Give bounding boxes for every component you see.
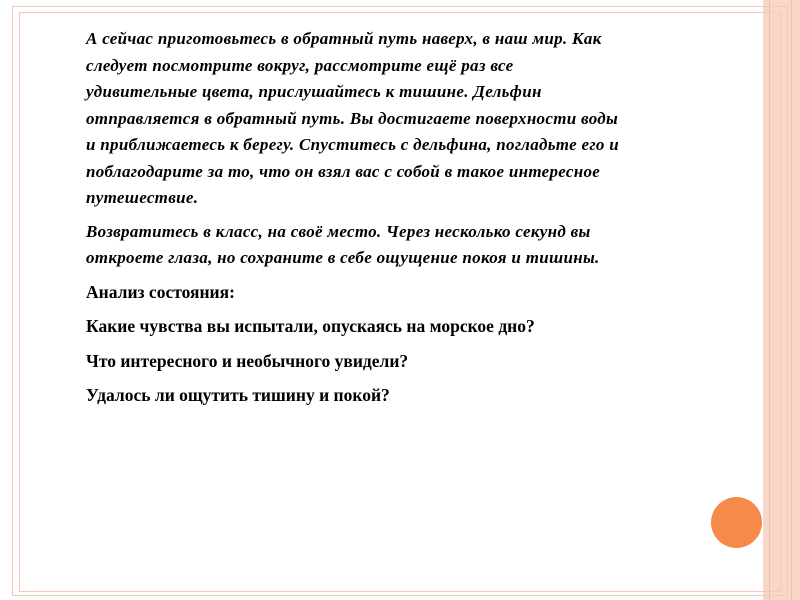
question-silence bbox=[86, 382, 770, 409]
decorative-line bbox=[791, 0, 792, 600]
heading-state-analysis bbox=[86, 279, 770, 306]
paragraph-return-to-class bbox=[86, 219, 770, 272]
text-line: поблагодарите за то, что он взял вас с собой в такое интересное bbox=[86, 161, 601, 181]
text-line: Что интересного и необычного увидели? bbox=[86, 350, 409, 371]
decorative-circle bbox=[711, 497, 762, 548]
text-line: откроете глаза, но сохраните в себе ощущение покоя и тишины. bbox=[86, 248, 600, 267]
text-line: удивительные цвета, прислушайтесь к тишине. Дельфин bbox=[86, 82, 542, 101]
question-interesting bbox=[86, 348, 770, 375]
text-line: Возвратитесь в класс, на своё место. Через несколько секунд вы bbox=[86, 221, 591, 241]
slide-text-body bbox=[86, 26, 770, 417]
paragraph-return-instructions bbox=[86, 26, 770, 212]
text-line: отправляется в обратный путь. Вы достигаете поверхности воды bbox=[86, 108, 619, 128]
text-line: Удалось ли ощутить тишину и покой? bbox=[86, 385, 390, 405]
text-line: следует посмотрите вокруг, рассмотрите ещё раз все bbox=[86, 55, 514, 75]
text-line: А сейчас приготовьтесь в обратный путь наверх, в наш мир. Как bbox=[86, 29, 602, 48]
text-line: Какие чувства вы испытали, опускаясь на морское дно? bbox=[86, 316, 535, 336]
question-feelings bbox=[86, 313, 770, 340]
text-line: Анализ состояния: bbox=[86, 281, 235, 302]
text-line: и приближаетесь к берегу. Спуститесь с дельфина, погладьте его и bbox=[86, 135, 620, 154]
text-line: путешествие. bbox=[86, 188, 199, 207]
